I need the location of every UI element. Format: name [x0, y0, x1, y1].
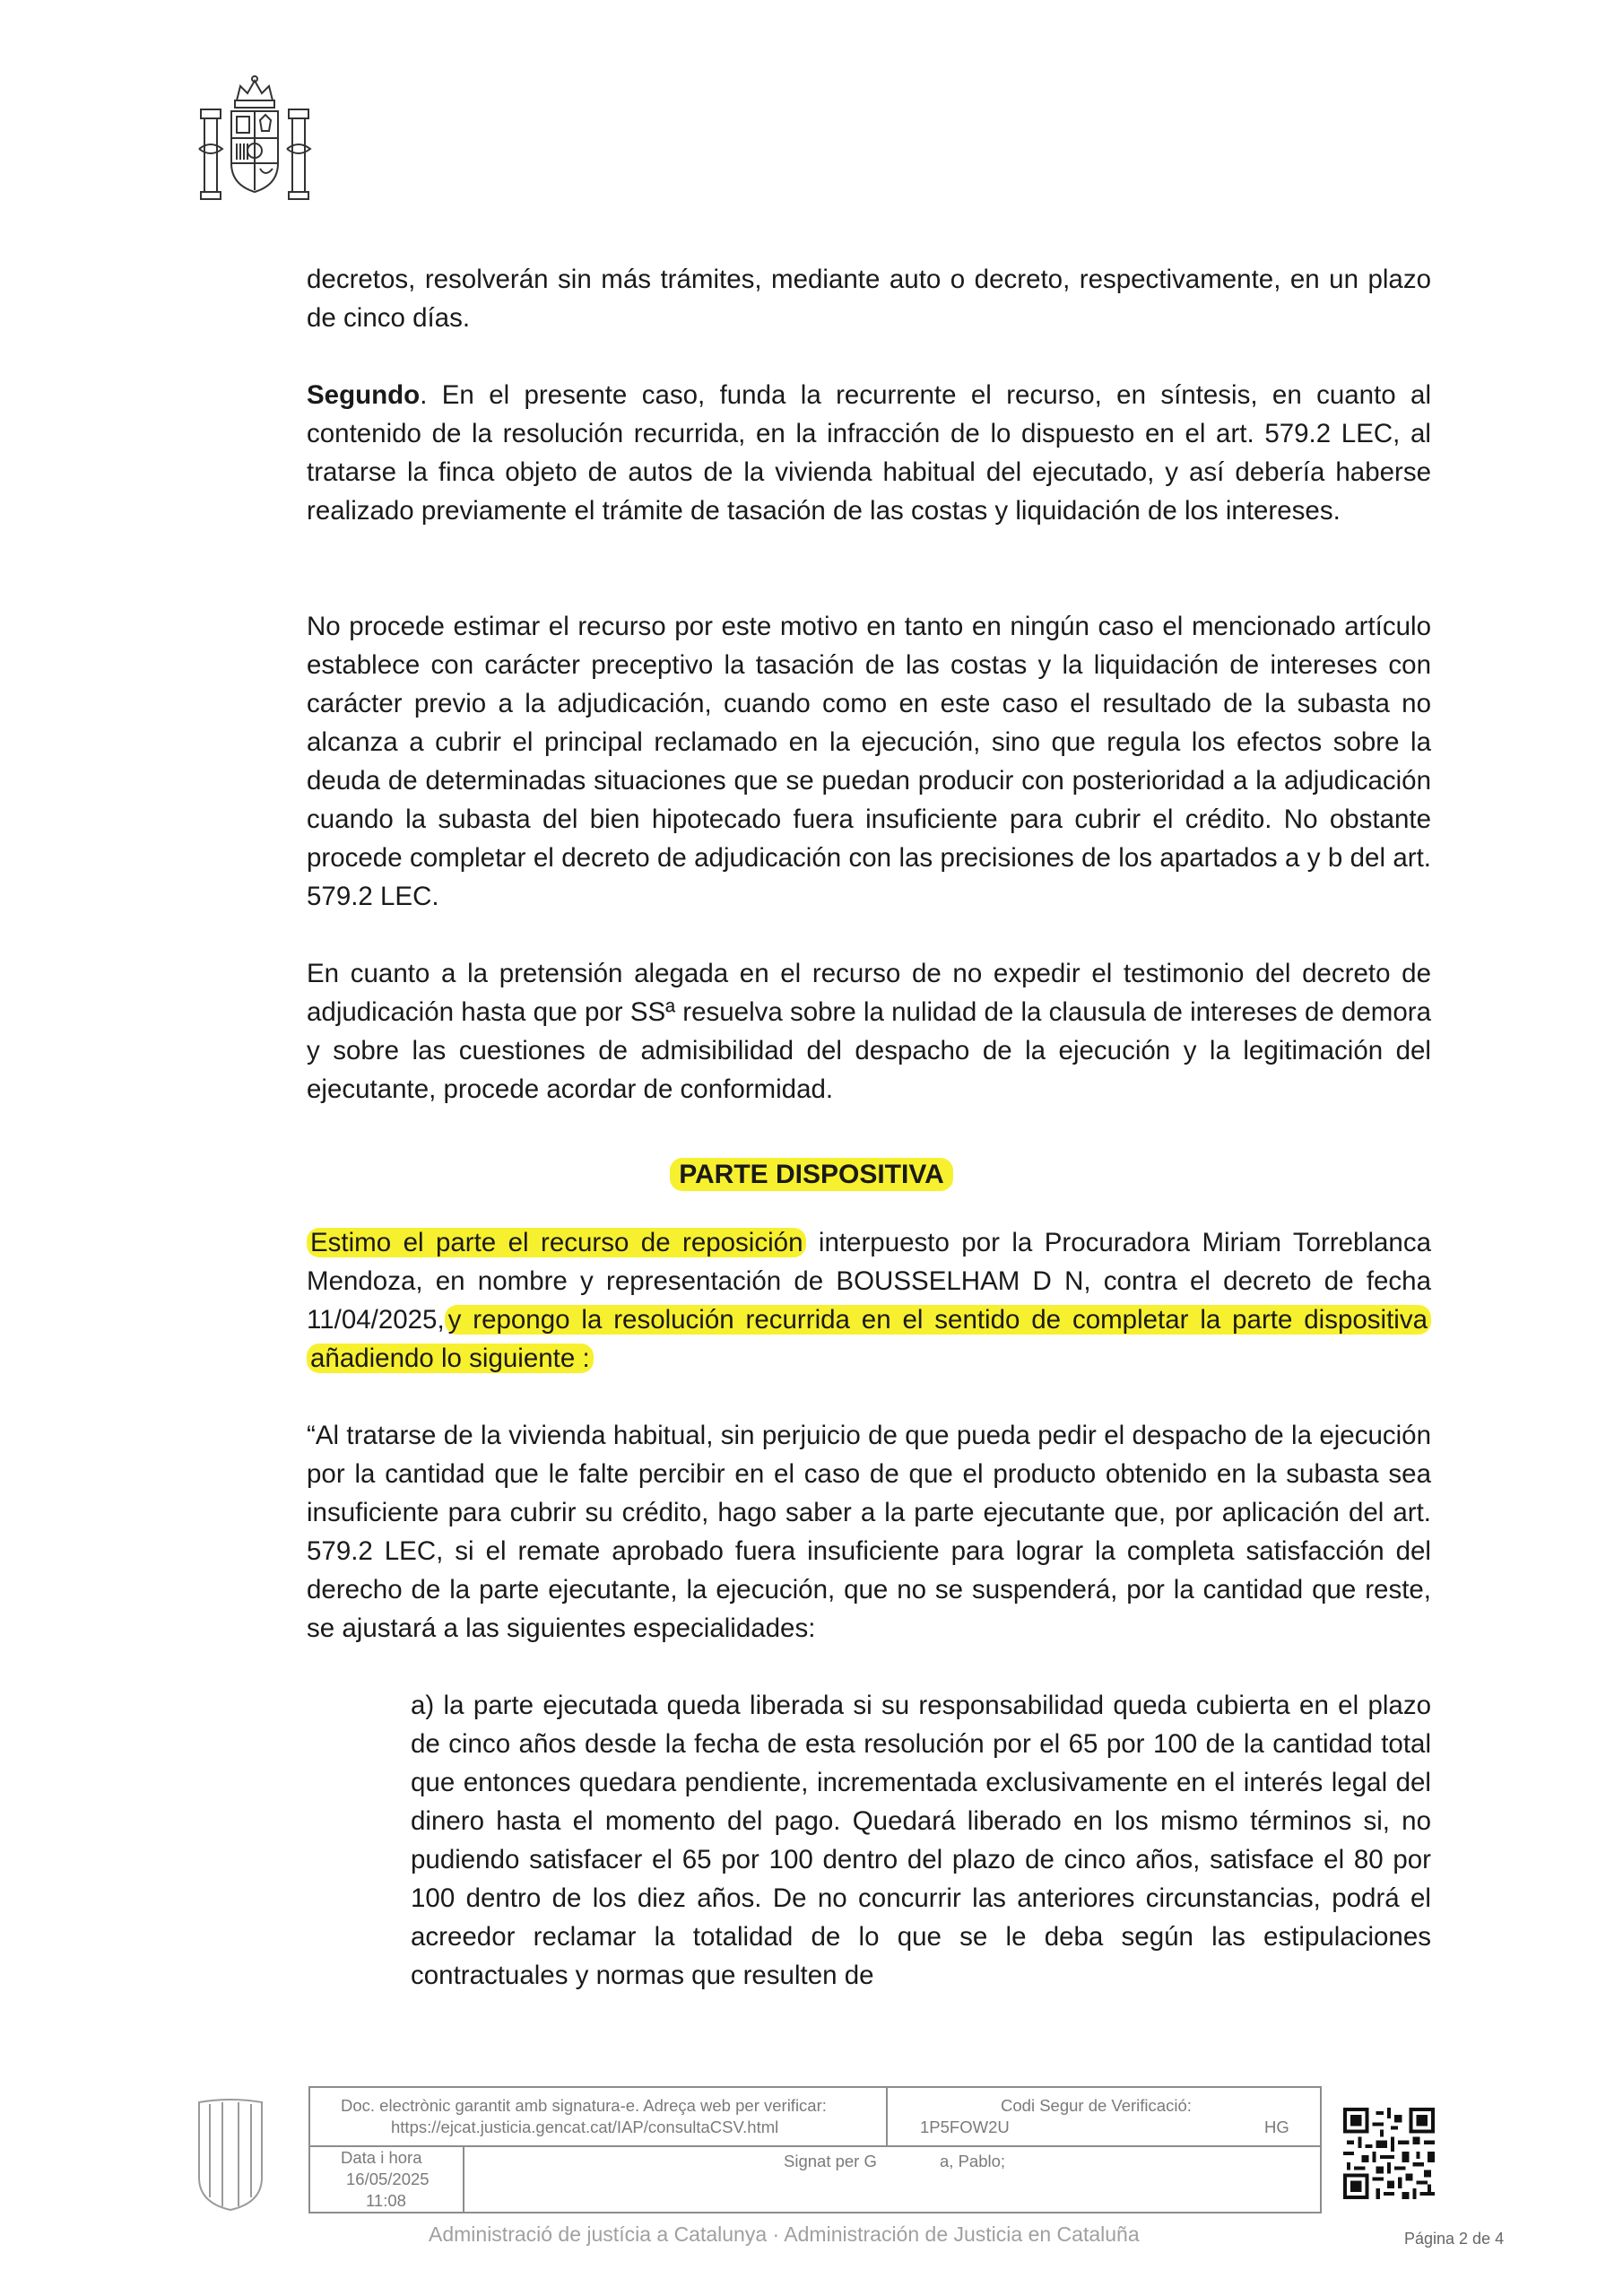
date-label: Data i hora [341, 2148, 422, 2167]
paragraph-intro: decretos, resolverán sin más trámites, mediante auto o decreto, respectivamente, en un plazo de cinco días. [307, 265, 1431, 333]
paragraph-apartado-a: a) la parte ejecutada queda liberada si su responsabilidad queda cubierta en el plazo de cinco años desde la fecha de esta resolución por el 65 por 100 de la cantidad total que entonces quedara pendiente, incrementada exclusivamente en el interés legal del dinero hasta el momento del pago. Quedará liberado en los mismo términos si, no pudiendo satisfacer el 65 por 100 dentro del plazo de cinco años, satisface el 80 por 100 dentro de los diez años. De no concurrir las anteriores circunstancias, podrá el acreedor reclamar la totalidad de lo que se le deba según las estipulaciones contractuales y normas que resulten de [411, 1691, 1431, 1990]
verify-url: https://ejcat.justicia.gencat.cat/IAP/consultaCSV.html [391, 2118, 779, 2136]
verify-line1: Doc. electrònic garantit amb signatura-e. Adreça web per verificar: [341, 2096, 827, 2115]
page-number: Página 2 de 4 [1404, 2230, 1505, 2248]
administration-footer: Administració de justícia a Catalunya · Administración de Justicia en Cataluña [429, 2222, 1140, 2246]
highlight-estimo: Estimo el parte el recurso de reposición [307, 1228, 806, 1257]
highlight-repongo: y repongo la resolución recurrida en el sentido de completar la parte dispositiva añadiendo lo siguiente : [307, 1305, 1431, 1373]
paragraph-segundo [307, 376, 1431, 530]
parte-dispositiva-heading: PARTE DISPOSITIVA [0, 1155, 1623, 1194]
date-value: 16/05/2025 [346, 2170, 430, 2188]
csv-code: 1P5FOW2U [920, 2118, 1010, 2136]
csv-label: Codi Segur de Verificació: [1001, 2096, 1192, 2115]
catalonia-seal-icon [195, 2097, 265, 2212]
qr-code-icon [1343, 2108, 1435, 2199]
signed-label: Signat per G [784, 2152, 877, 2170]
time-value: 11:08 [366, 2191, 406, 2210]
verification-table [308, 2086, 1322, 2213]
paragraph-vivienda-habitual: “Al tratarse de la vivienda habitual, sin perjuicio de que pueda pedir el despacho de la ejecución por la cantidad que le falte percibir en el caso de que el producto obtenido en la subasta sea insuficiente para cubrir su crédito, hago saber a la parte ejecutante que, por aplicación del art. 579.2 LEC, si el remate aprobado fuera insuficiente para lograr la completa satisfacción del derecho de la parte ejecutante, la ejecución, que no se suspenderá, por la cantidad que reste, se ajustará a las siguientes especialidades: [307, 1421, 1431, 1643]
estimo-text: interpuesto por la Procuradora Miriam Torreblanca Mendoza, en nombre y representación de BOUSSELHAM D N, contra el decreto de fecha 11/04/2025, [307, 1228, 1431, 1335]
csv-suffix: HG [1264, 2118, 1289, 2136]
paragraph-pretension: En cuanto a la pretensión alegada en el recurso de no expedir el testimonio del decreto de adjudicación hasta que por SSª resuelva sobre la nulidad de la clausula de intereses de demora y sobre las cuestiones de admisibilidad del despacho de la ejecución y la legitimación del ejecutante, procede acordar de conformidad. [307, 959, 1431, 1104]
paragraph-no-procede: No procede estimar el recurso por este motivo en tanto en ningún caso el mencionado artículo establece con carácter preceptivo la tasación de las costas y la liquidación de intereses con carácter previo a la adjudicación, cuando como en este caso el resultado de la subasta no alcanza a cubrir el principal reclamado en la ejecución, sino que regula los efectos sobre la deuda de determinadas situaciones que se puedan producir con posterioridad a la adjudicación cuando la subasta del bien hipotecado fuera insuficiente para cubrir el crédito. No obstante procede completar el decreto de adjudicación con las precisiones de los apartados a y b del art. 579.2 LEC. [307, 612, 1431, 911]
paragraph-estimo [307, 1223, 1431, 1378]
signed-name: a, Pablo; [940, 2152, 1006, 2170]
segundo-text: . En el presente caso, funda la recurrente el recurso, en síntesis, en cuanto al contenido de la resolución recurrida, en la infracción de lo dispuesto en el art. 579.2 LEC, al tratarse la finca objeto de autos de la vivienda habitual del ejecutado, y así debería haberse realizado previamente el trámite de tasación de las costas y liquidación de los intereses. [307, 380, 1431, 526]
spanish-coat-of-arms-icon [195, 74, 314, 206]
segundo-heading: Segundo [307, 380, 421, 410]
